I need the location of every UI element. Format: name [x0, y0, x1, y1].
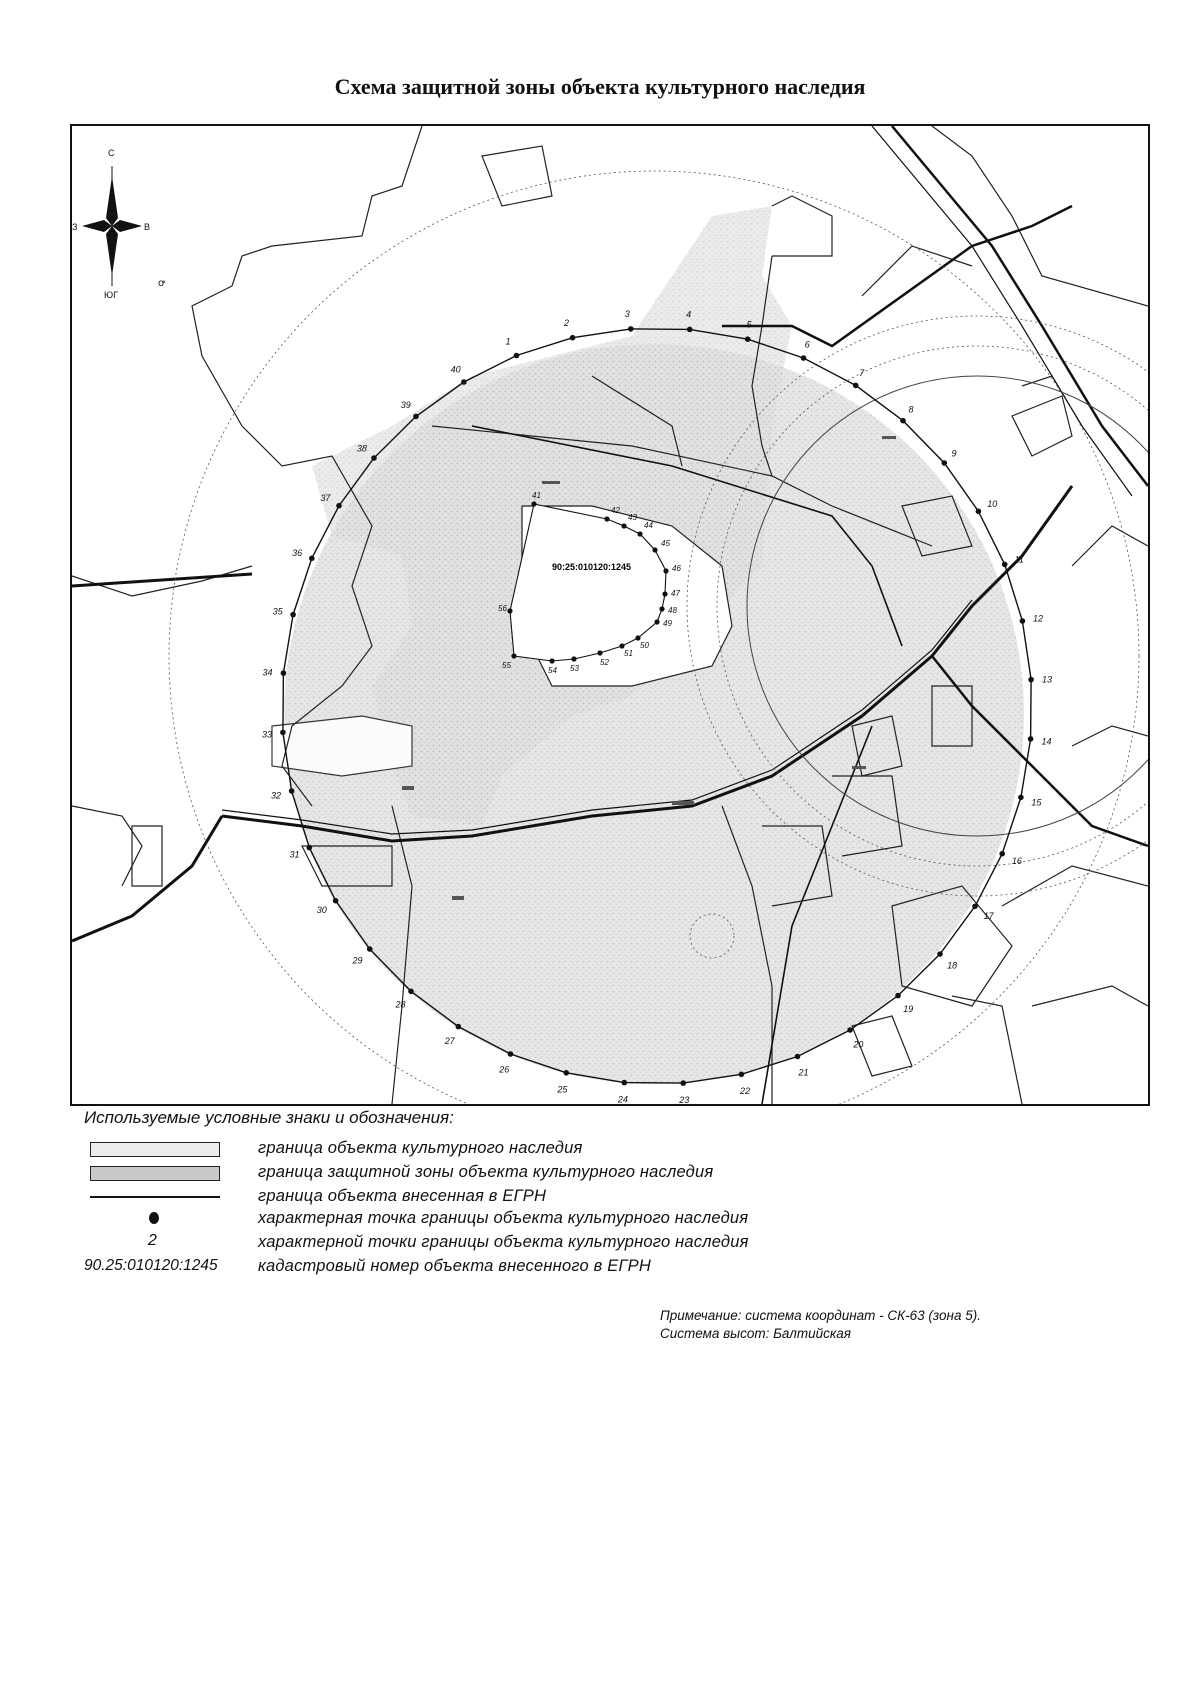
object-point — [659, 606, 664, 611]
legend-item-object-boundary — [84, 1138, 884, 1160]
zone-point-label: 4 — [686, 309, 692, 320]
zone-point — [628, 326, 634, 332]
zone-point — [739, 1072, 745, 1078]
zone-point — [367, 946, 373, 952]
zone-point — [564, 1070, 570, 1076]
zone-point-label: 24 — [617, 1094, 628, 1104]
zone-point — [853, 383, 859, 389]
compass-rose-icon — [72, 148, 166, 300]
zone-point — [289, 788, 295, 794]
note-height-system: Система высот: Балтийская — [660, 1326, 851, 1341]
zone-point — [801, 355, 807, 361]
svg-text:ꝍ: ꝍ — [158, 278, 165, 289]
page-title: Схема защитной зоны объекта культурного наследия — [334, 74, 866, 99]
zone-point — [1028, 736, 1034, 742]
zone-point — [280, 730, 286, 736]
zone-point-label: 23 — [679, 1095, 690, 1104]
zone-point-label: 8 — [908, 404, 914, 415]
zone-point-label: 14 — [1041, 736, 1052, 747]
legend-item-egrn-boundary — [84, 1186, 884, 1208]
zone-point — [413, 414, 419, 420]
zone-point-label: 19 — [903, 1003, 914, 1014]
object-point-label: 47 — [671, 589, 680, 598]
object-point-label: 55 — [502, 661, 511, 670]
zone-point — [290, 612, 296, 618]
zone-point-label: 20 — [853, 1039, 864, 1050]
legend-symbol-grey-box — [84, 1162, 234, 1184]
zone-point — [622, 1080, 628, 1086]
zone-point-label: 40 — [450, 364, 461, 375]
zone-point-label: 11 — [1014, 554, 1024, 565]
zone-point-label: 2 — [564, 318, 570, 329]
zone-point-label: 34 — [262, 667, 273, 678]
zone-point — [847, 1027, 853, 1033]
zone-point-label: 27 — [444, 1036, 455, 1047]
zone-point — [333, 898, 339, 904]
zone-point-label: 9 — [951, 448, 957, 459]
legend-label: кадастровый номер объекта внесенного в ЕГРН — [258, 1257, 651, 1275]
zone-point-label: 13 — [1042, 674, 1053, 685]
zone-point-label: 16 — [1011, 855, 1022, 866]
zone-point — [942, 460, 948, 466]
zone-point-label: 35 — [272, 606, 283, 617]
zone-point-label: 26 — [499, 1064, 510, 1075]
zone-point — [745, 336, 751, 342]
object-point-label: 45 — [661, 539, 670, 548]
compass-north-label: С — [108, 148, 115, 158]
zone-point-label: 18 — [947, 960, 958, 971]
object-point-label: 43 — [628, 513, 637, 522]
zone-point — [687, 327, 693, 333]
legend-label: граница объекта культурного наследия — [258, 1139, 583, 1157]
zone-point-label: 3 — [624, 309, 630, 319]
object-point-label: 42 — [611, 506, 620, 515]
legend-label: граница объекта внесенная в ЕГРН — [258, 1187, 547, 1205]
zone-point — [900, 418, 906, 424]
zone-point — [570, 335, 576, 341]
legend-symbol-number: 2 — [148, 1232, 157, 1249]
zone-point-label: 17 — [983, 910, 994, 921]
zone-point-label: 32 — [271, 790, 282, 801]
zone-point — [895, 993, 901, 999]
cadastral-number-label: 90:25:010120:1245 — [552, 562, 632, 572]
object-point — [511, 653, 516, 658]
legend-symbol-dot — [84, 1208, 234, 1230]
object-point — [635, 635, 640, 640]
object-point-label: 48 — [668, 606, 677, 615]
zone-point-label: 21 — [798, 1067, 809, 1078]
legend-symbol-light-box — [84, 1138, 234, 1160]
object-point — [663, 568, 668, 573]
zone-point-label: 22 — [740, 1085, 751, 1096]
object-point-label: 54 — [548, 666, 557, 675]
object-point — [549, 658, 554, 663]
zone-point-label: 39 — [400, 400, 411, 411]
legend-item-point — [84, 1208, 884, 1230]
zone-point — [408, 989, 414, 995]
object-point — [637, 531, 642, 536]
legend-label: характерной точки границы объекта культурного наследия — [258, 1233, 749, 1251]
zone-point — [336, 503, 342, 509]
note-coordinate-system: Примечание: система координат - СК-63 (зона 5). — [660, 1308, 981, 1323]
zone-point — [456, 1024, 462, 1030]
zone-point-label: 33 — [262, 729, 273, 740]
zone-point-label: 7 — [859, 367, 865, 378]
zone-point — [1018, 795, 1024, 801]
zone-point — [309, 556, 315, 562]
object-point — [652, 547, 657, 552]
object-point — [571, 656, 576, 661]
compass-south-label: ЮГ — [104, 290, 118, 300]
zone-point — [281, 670, 287, 676]
legend-symbol-cadastral: 90.25:010120:1245 — [84, 1257, 218, 1274]
legend-item-point-number — [84, 1232, 884, 1254]
object-point — [604, 516, 609, 521]
map-frame — [70, 124, 1150, 1106]
zone-point — [1028, 677, 1034, 683]
object-point-label: 49 — [663, 619, 672, 628]
legend-heading: Используемые условные знаки и обозначения: — [84, 1108, 454, 1127]
zone-point-label: 5 — [746, 319, 752, 330]
legend-symbol-line — [84, 1186, 234, 1208]
zone-point-label: 25 — [557, 1084, 568, 1095]
zone-point — [972, 904, 978, 910]
zone-point-label: 28 — [395, 999, 406, 1010]
legend-label: характерная точка границы объекта культурного наследия — [258, 1209, 749, 1227]
object-point-label: 44 — [644, 521, 653, 530]
object-point-label: 52 — [600, 658, 609, 667]
zone-point-label: 30 — [316, 904, 327, 915]
zone-point — [1020, 618, 1026, 624]
object-point — [597, 650, 602, 655]
zone-point — [976, 509, 982, 515]
legend-item-cadastral — [84, 1256, 884, 1278]
zone-point-label: 10 — [987, 499, 998, 510]
object-point — [507, 608, 512, 613]
object-point — [531, 501, 536, 506]
zone-point-label: 15 — [1031, 797, 1042, 808]
zone-point-label: 31 — [289, 849, 300, 860]
compass-east-label: В — [144, 222, 151, 232]
object-point-label: 50 — [640, 641, 649, 650]
object-point-label: 53 — [570, 664, 579, 673]
zone-point — [461, 379, 467, 385]
object-point — [621, 523, 626, 528]
object-point-label: 46 — [672, 564, 681, 573]
zone-point-label: 29 — [352, 955, 363, 966]
object-point-label: 41 — [532, 491, 541, 500]
legend-label: граница защитной зоны объекта культурного наследия — [258, 1163, 714, 1181]
map-canvas — [72, 126, 1148, 1104]
zone-point-label: 36 — [292, 548, 303, 559]
zone-point-label: 37 — [320, 493, 331, 504]
zone-point — [999, 851, 1005, 857]
compass-west-label: З — [72, 222, 78, 232]
zone-point — [514, 353, 520, 359]
zone-point — [1002, 562, 1008, 568]
object-point — [662, 591, 667, 596]
zone-point — [680, 1080, 686, 1086]
zone-point-label: 38 — [356, 443, 367, 454]
object-point-label: 56 — [498, 604, 507, 613]
zone-point — [937, 951, 943, 957]
zone-point-label: 6 — [804, 339, 810, 350]
object-point-label: 51 — [624, 649, 633, 658]
zone-point — [795, 1054, 801, 1060]
zone-point — [307, 845, 313, 851]
zone-point-label: 1 — [505, 336, 511, 347]
legend-item-zone-boundary — [84, 1162, 884, 1184]
object-point — [619, 643, 624, 648]
object-point — [654, 619, 659, 624]
zone-point-label: 12 — [1033, 613, 1044, 624]
zone-point — [371, 455, 377, 461]
zone-point — [508, 1051, 514, 1057]
